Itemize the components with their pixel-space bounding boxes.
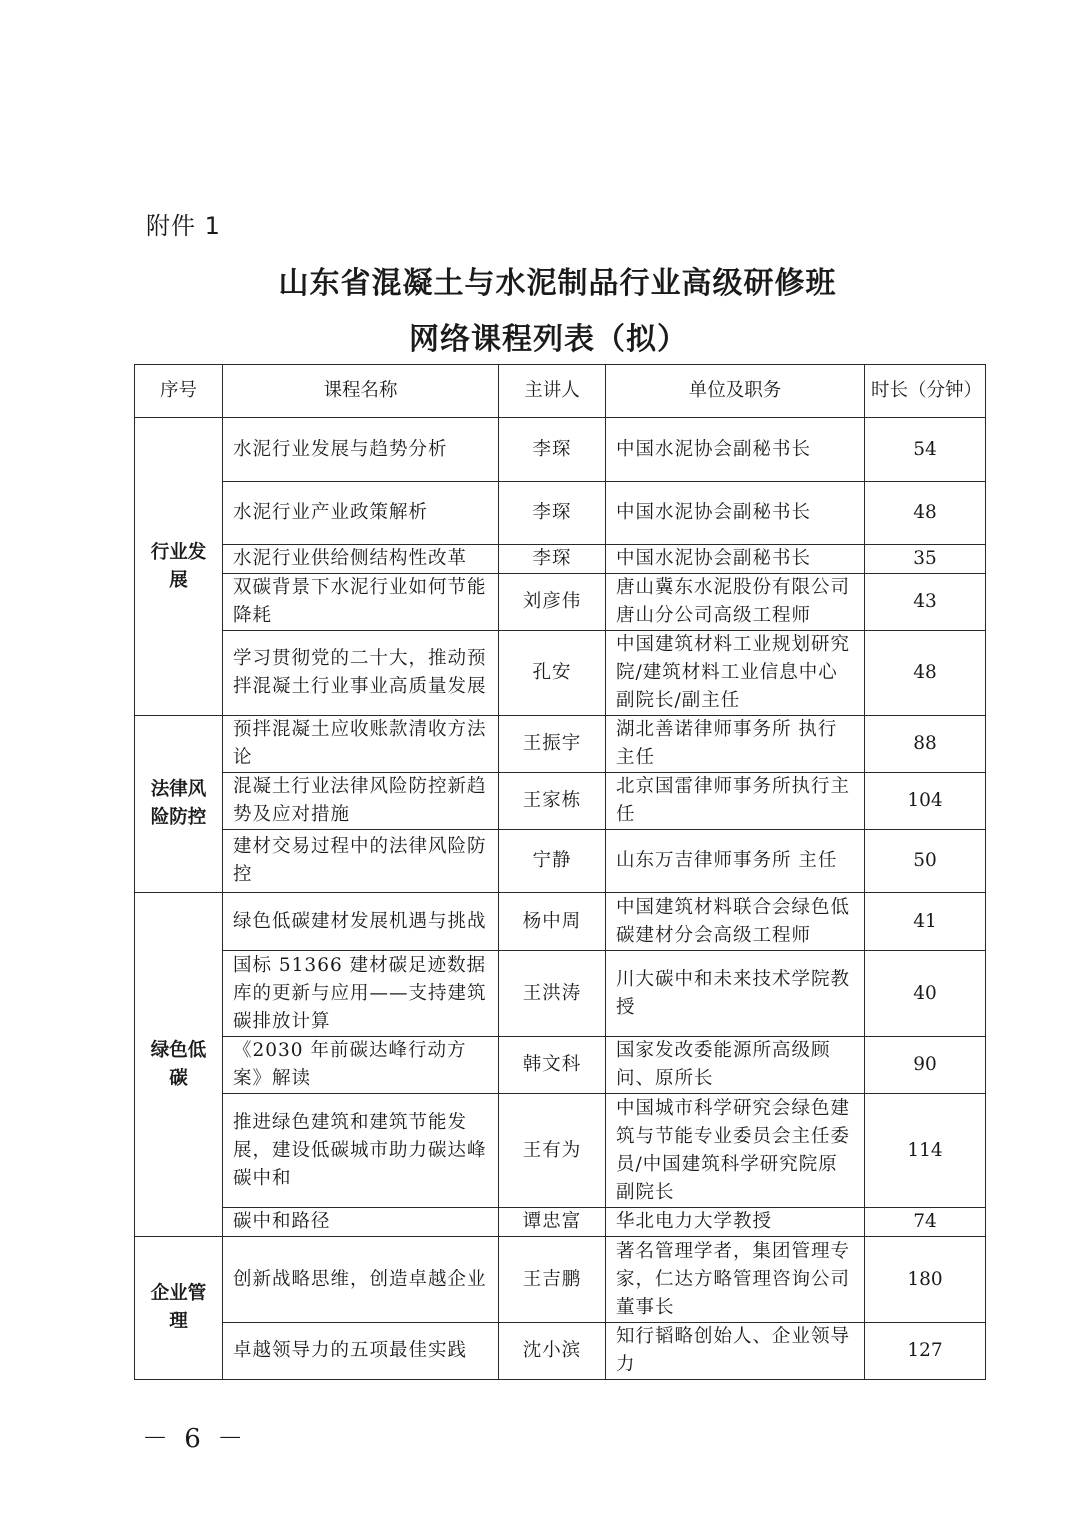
table-row (135, 716, 986, 773)
course-name: 建材交易过程中的法律风险防控 (223, 830, 499, 893)
document-title: 山东省混凝土与水泥制品行业高级研修班 (278, 266, 837, 301)
table-row (135, 1208, 986, 1237)
category-cell: 企业管理 (135, 1237, 223, 1380)
duration: 40 (865, 951, 986, 1037)
table-row (135, 893, 986, 951)
course-name: 水泥行业发展与趋势分析 (223, 418, 499, 482)
duration: 43 (865, 574, 986, 631)
lecturer: 刘彦伟 (499, 574, 606, 631)
unit-title: 湖北善诺律师事务所 执行主任 (606, 716, 865, 773)
header-duration: 时长（分钟） (865, 365, 986, 418)
unit-title: 中国城市科学研究会绿色建筑与节能专业委员会主任委员/中国建筑科学研究院原副院长 (606, 1094, 865, 1208)
unit-title: 中国水泥协会副秘书长 (606, 418, 865, 482)
table-row (135, 1237, 986, 1323)
lecturer: 沈小滨 (499, 1323, 606, 1380)
course-name: 混凝土行业法律风险防控新趋势及应对措施 (223, 773, 499, 830)
course-name: 学习贯彻党的二十大，推动预拌混凝土行业事业高质量发展 (223, 631, 499, 716)
duration: 114 (865, 1094, 986, 1208)
lecturer: 王家栋 (499, 773, 606, 830)
table-row (135, 574, 986, 631)
lecturer: 宁静 (499, 830, 606, 893)
lecturer: 孔安 (499, 631, 606, 716)
duration: 54 (865, 418, 986, 482)
unit-title: 中国水泥协会副秘书长 (606, 545, 865, 574)
duration: 180 (865, 1237, 986, 1323)
table-row (135, 1037, 986, 1094)
unit-title: 山东万吉律师事务所 主任 (606, 830, 865, 893)
course-table (134, 364, 986, 1380)
category-cell: 行业发展 (135, 418, 223, 716)
table-header-row (135, 365, 986, 418)
unit-title: 中国建筑材料联合会绿色低碳建材分会高级工程师 (606, 893, 865, 951)
course-name: 双碳背景下水泥行业如何节能降耗 (223, 574, 499, 631)
header-index: 序号 (135, 365, 223, 418)
lecturer: 王振宇 (499, 716, 606, 773)
course-name: 绿色低碳建材发展机遇与挑战 (223, 893, 499, 951)
duration: 104 (865, 773, 986, 830)
document-subtitle: 网络课程列表（拟） (409, 322, 688, 357)
lecturer: 杨中周 (499, 893, 606, 951)
lecturer: 王吉鹏 (499, 1237, 606, 1323)
duration: 88 (865, 716, 986, 773)
header-course: 课程名称 (223, 365, 499, 418)
lecturer: 李琛 (499, 482, 606, 545)
course-name: 碳中和路径 (223, 1208, 499, 1237)
table-row (135, 631, 986, 716)
unit-title: 北京国雷律师事务所执行主任 (606, 773, 865, 830)
table-row (135, 951, 986, 1037)
table-row (135, 773, 986, 830)
table-row (135, 545, 986, 574)
unit-title: 中国建筑材料工业规划研究院/建筑材料工业信息中心 副院长/副主任 (606, 631, 865, 716)
category-cell: 法律风险防控 (135, 716, 223, 893)
course-name: 推进绿色建筑和建筑节能发展，建设低碳城市助力碳达峰碳中和 (223, 1094, 499, 1208)
course-name: 创新战略思维，创造卓越企业 (223, 1237, 499, 1323)
table-row (135, 482, 986, 545)
duration: 90 (865, 1037, 986, 1094)
duration: 48 (865, 631, 986, 716)
duration: 127 (865, 1323, 986, 1380)
lecturer: 李琛 (499, 545, 606, 574)
duration: 74 (865, 1208, 986, 1237)
course-name: 预拌混凝土应收账款清收方法论 (223, 716, 499, 773)
lecturer: 谭忠富 (499, 1208, 606, 1237)
course-name: 国标 51366 建材碳足迹数据库的更新与应用——支持建筑碳排放计算 (223, 951, 499, 1037)
unit-title: 中国水泥协会副秘书长 (606, 482, 865, 545)
lecturer: 王有为 (499, 1094, 606, 1208)
table-row (135, 830, 986, 893)
duration: 41 (865, 893, 986, 951)
duration: 50 (865, 830, 986, 893)
lecturer: 李琛 (499, 418, 606, 482)
duration: 35 (865, 545, 986, 574)
unit-title: 著名管理学者，集团管理专家，仁达方略管理咨询公司董事长 (606, 1237, 865, 1323)
lecturer: 王洪涛 (499, 951, 606, 1037)
lecturer: 韩文科 (499, 1037, 606, 1094)
unit-title: 川大碳中和未来技术学院教授 (606, 951, 865, 1037)
unit-title: 华北电力大学教授 (606, 1208, 865, 1237)
table-row (135, 418, 986, 482)
attachment-label: 附件 1 (146, 212, 221, 240)
unit-title: 国家发改委能源所高级顾问、原所长 (606, 1037, 865, 1094)
duration: 48 (865, 482, 986, 545)
unit-title: 知行韬略创始人、企业领导力 (606, 1323, 865, 1380)
course-name: 卓越领导力的五项最佳实践 (223, 1323, 499, 1380)
header-unit: 单位及职务 (606, 365, 865, 418)
category-cell: 绿色低碳 (135, 893, 223, 1237)
page-number: － 6 － (142, 1424, 248, 1454)
unit-title: 唐山冀东水泥股份有限公司唐山分公司高级工程师 (606, 574, 865, 631)
course-name: 水泥行业供给侧结构性改革 (223, 545, 499, 574)
header-lecturer: 主讲人 (499, 365, 606, 418)
table-row (135, 1094, 986, 1208)
course-name: 《2030 年前碳达峰行动方案》解读 (223, 1037, 499, 1094)
course-name: 水泥行业产业政策解析 (223, 482, 499, 545)
table-row (135, 1323, 986, 1380)
